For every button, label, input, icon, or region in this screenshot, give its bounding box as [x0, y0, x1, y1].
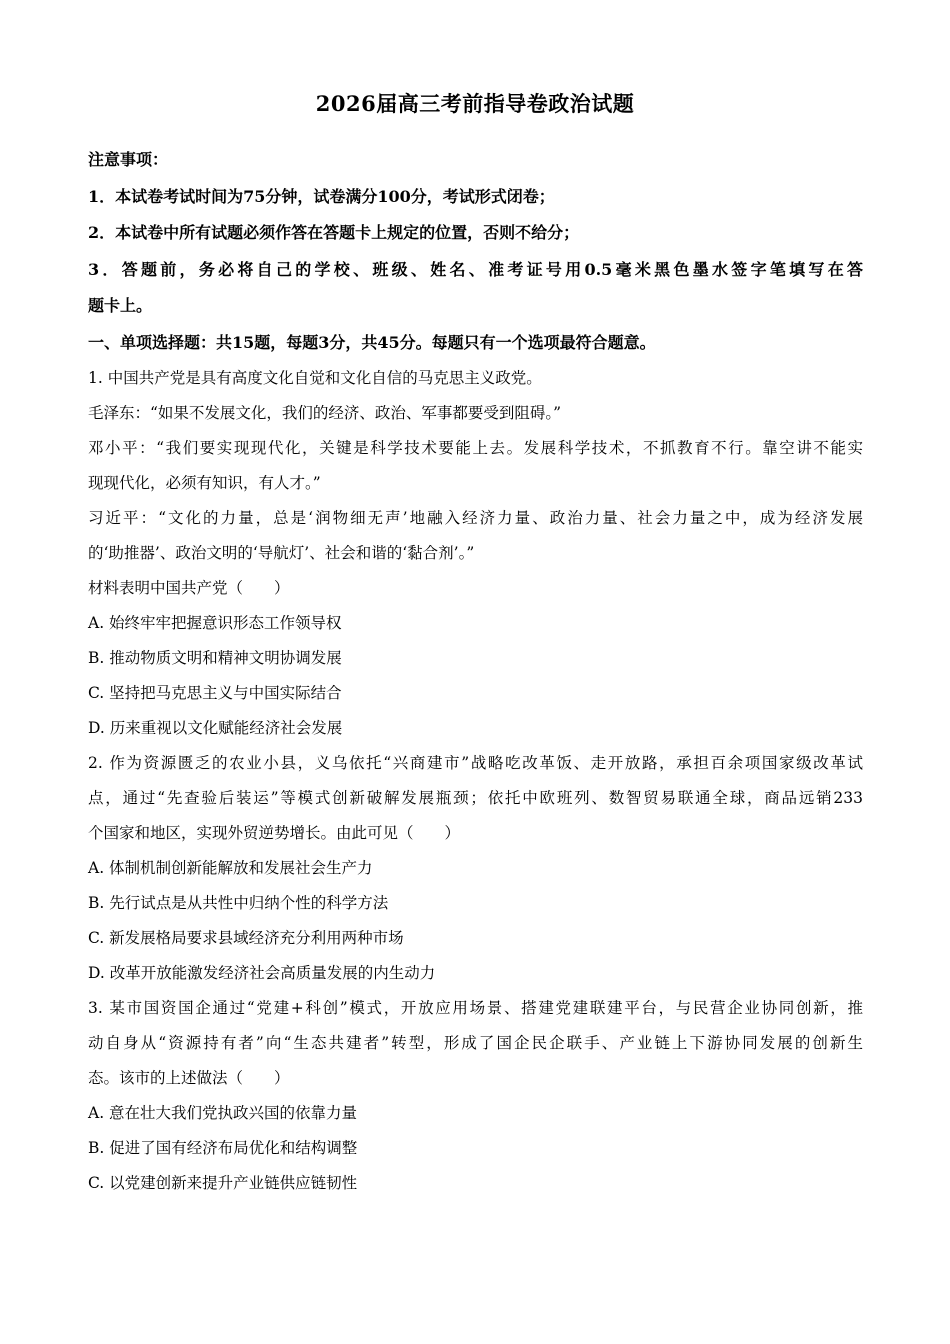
quote-deng-line-2: 现现代化，必须有知识，有人才。”	[88, 474, 321, 492]
quote-xi-line-2: 的‘助推器’、政治文明的‘导航灯’、社会和谐的‘黏合剂’。”	[88, 544, 475, 562]
question-2	[88, 746, 863, 991]
question-stem: 1. 中国共产党是具有高度文化自觉和文化自信的马克思主义政党。	[88, 369, 542, 387]
notice-item-2: 2．本试卷中所有试题必须作答在答题卡上规定的位置，否则不给分；	[88, 223, 580, 242]
question-stem-line-1: 2. 作为资源匮乏的农业小县，义乌依托“兴商建市”战略吃改革饭、走开放路，承担百余项国家级改革试	[88, 754, 863, 772]
section-heading: 一、单项选择题：共15题，每题3分，共45分。每题只有一个选项最符合题意。	[88, 332, 656, 352]
option-c: C. 新发展格局要求县域经济充分利用两种市场	[88, 929, 404, 947]
option-c: C. 以党建创新来提升产业链供应链韧性	[88, 1174, 358, 1192]
question-stem-line-3: 个国家和地区，实现外贸逆势增长。由此可见（ ）	[88, 824, 461, 842]
quote-deng-line-1: 邓小平：“我们要实现现代化，关键是科学技术要能上去。发展科学技术，不抓教育不行。靠空讲不能实	[88, 439, 863, 457]
option-a: A. 始终牢牢把握意识形态工作领导权	[88, 614, 342, 632]
notice-item-3-line-1: 3．答题前，务必将自己的学校、班级、姓名、准考证号用0.5毫米黑色墨水签字笔填写在答	[88, 259, 863, 279]
question-stem-line-1: 3. 某市国资国企通过“党建+科创”模式，开放应用场景、搭建党建联建平台，与民营企业协同创新，推	[88, 999, 863, 1017]
notice-item-3-line-2: 题卡上。	[88, 296, 153, 315]
notice-section	[88, 142, 863, 325]
notice-heading: 注意事项：	[88, 150, 169, 169]
question-3	[88, 991, 863, 1201]
option-a: A. 体制机制创新能解放和发展社会生产力	[88, 859, 373, 877]
quote-mao: 毛泽东：“如果不发展文化，我们的经济、政治、军事都要受到阻碍。”	[88, 404, 562, 422]
question-prompt: 材料表明中国共产党（ ）	[88, 579, 290, 597]
option-a: A. 意在壮大我们党执政兴国的依靠力量	[88, 1104, 358, 1122]
option-d: D. 历来重视以文化赋能经济社会发展	[88, 719, 343, 737]
option-d: D. 改革开放能激发经济社会高质量发展的内生动力	[88, 964, 436, 982]
quote-xi-line-1: 习近平：“文化的力量，总是‘润物细无声’地融入经济力量、政治力量、社会力量之中，成为经济发展	[88, 509, 863, 527]
exam-content	[88, 142, 863, 1201]
option-b: B. 推动物质文明和精神文明协调发展	[88, 649, 342, 667]
option-b: B. 先行试点是从共性中归纳个性的科学方法	[88, 894, 389, 912]
notice-item-1: 1．本试卷考试时间为75分钟，试卷满分100分，考试形式闭卷；	[88, 186, 555, 206]
question-stem-line-2: 动自身从“资源持有者”向“生态共建者”转型，形成了国企民企联手、产业链上下游协同发展的创新生	[88, 1034, 863, 1052]
page-title: 2026届高三考前指导卷政治试题	[315, 91, 635, 116]
question-1	[88, 361, 863, 746]
question-stem-line-2: 点，通过“先查验后装运”等模式创新破解发展瓶颈；依托中欧班列、数智贸易联通全球，商品远销233	[88, 789, 863, 807]
question-stem-line-3: 态。该市的上述做法（ ）	[88, 1069, 290, 1087]
option-b: B. 促进了国有经济布局优化和结构调整	[88, 1139, 358, 1157]
option-c: C. 坚持把马克思主义与中国实际结合	[88, 684, 342, 702]
